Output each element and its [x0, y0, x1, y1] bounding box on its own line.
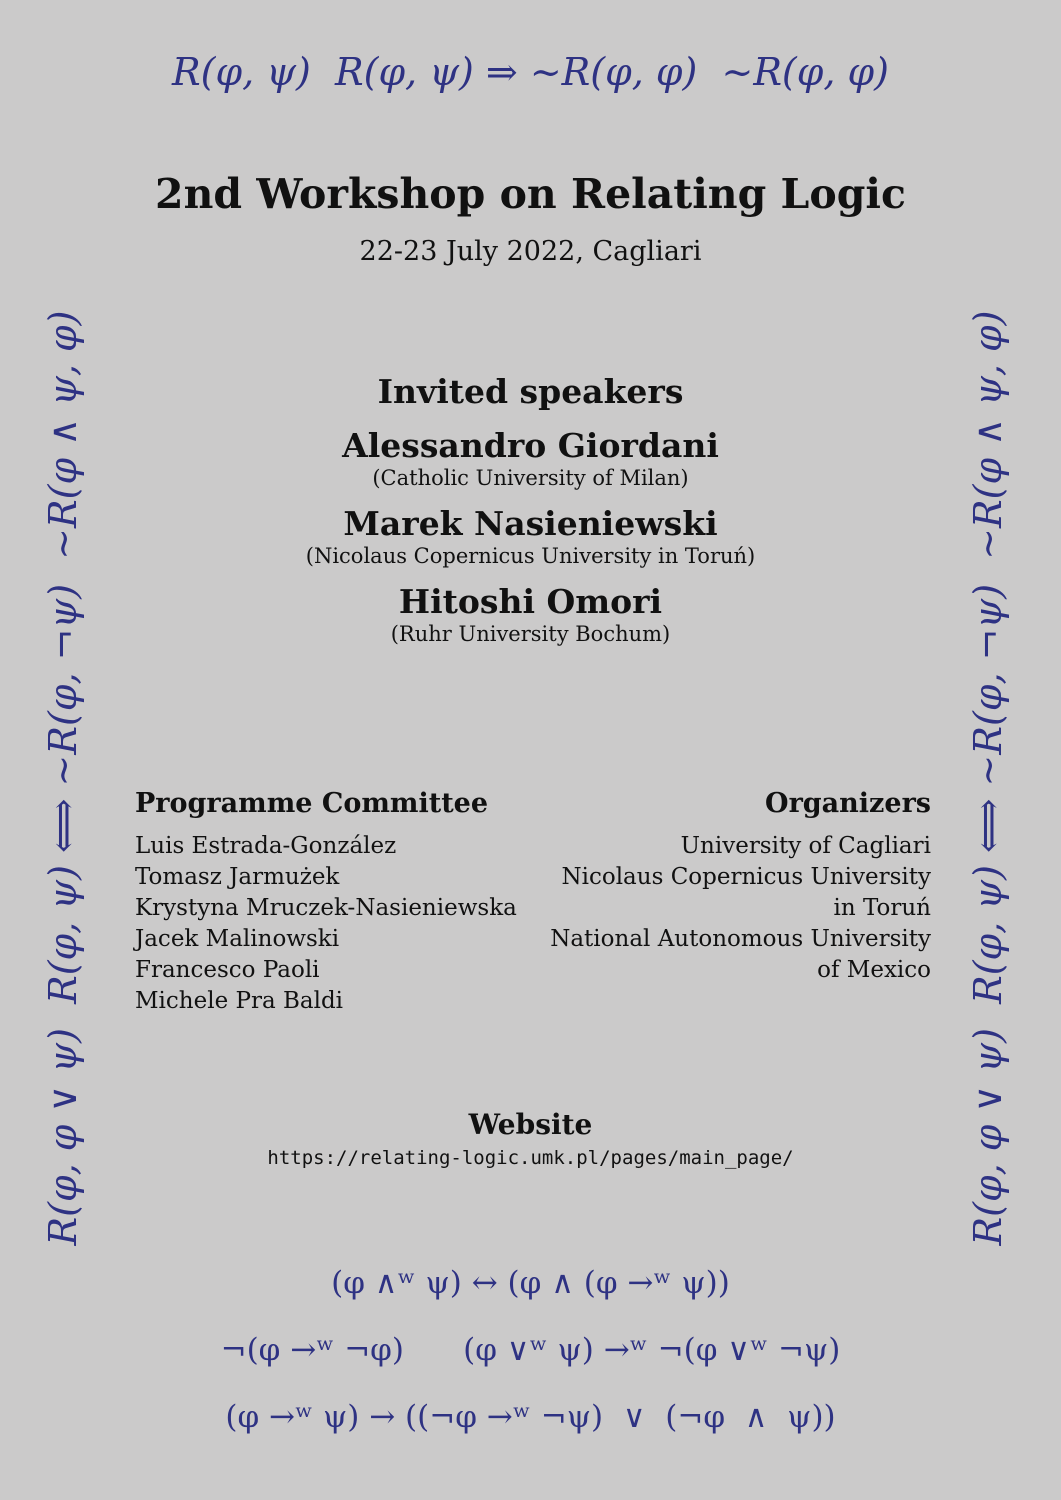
speaker-affiliation: (Nicolaus Copernicus University in Toruń): [305, 544, 756, 568]
speaker-name: Hitoshi Omori: [398, 582, 663, 621]
speaker-name: Marek Nasieniewski: [343, 504, 718, 543]
programme-committee-section: [135, 788, 555, 1017]
committee-member: Michele Pra Baldi: [135, 988, 344, 1014]
top-formula: R(φ, ψ) R(φ, ψ) ⇒ ∼R(φ, φ) ∼R(φ, φ): [172, 50, 889, 94]
committee-member: Jacek Malinowski: [135, 926, 340, 952]
workshop-date: 22-23 July 2022, Cagliari: [359, 236, 702, 267]
organizer-line: National Autonomous University: [550, 926, 931, 952]
bottom-formula-1: (φ ∧ʷ ψ) ↔ (φ ∧ (φ →ʷ ψ)): [331, 1265, 730, 1301]
committee-list: [135, 831, 555, 1017]
workshop-title: 2nd Workshop on Relating Logic: [155, 170, 906, 218]
organizer-line: Nicolaus Copernicus University: [561, 864, 931, 890]
website-link[interactable]: https://relating-logic.umk.pl/pages/main_page/: [267, 1147, 794, 1169]
speaker: [0, 583, 1061, 647]
speaker-name: Alessandro Giordani: [342, 426, 719, 465]
organizer-line: University of Cagliari: [680, 833, 931, 859]
speaker: [0, 427, 1061, 491]
invited-speakers-heading: Invited speakers: [377, 372, 684, 411]
bottom-formula-2: ¬(φ →ʷ ¬φ) (φ ∨ʷ ψ) →ʷ ¬(φ ∨ʷ ¬ψ): [220, 1332, 841, 1368]
website-heading: Website: [468, 1108, 593, 1141]
speaker: [0, 505, 1061, 569]
organizers-section: [511, 788, 931, 986]
organizers-heading: Organizers: [765, 788, 931, 819]
organizers-list: [511, 831, 931, 986]
left-side-formula: R(φ, φ ∨ ψ) R(φ, ψ) ⟺ ∼R(φ, ¬ψ) ∼R(φ ∧ ψ, φ): [41, 310, 85, 1246]
organizer-line: of Mexico: [817, 957, 931, 983]
speaker-affiliation: (Ruhr University Bochum): [390, 622, 671, 646]
committee-member: Luis Estrada-González: [135, 833, 397, 859]
committee-member: Francesco Paoli: [135, 957, 320, 983]
programme-committee-heading: Programme Committee: [135, 788, 489, 819]
organizer-line: in Toruń: [833, 895, 931, 921]
right-side-formula: R(φ, φ ∨ ψ) R(φ, ψ) ⟺ ∼R(φ, ¬ψ) ∼R(φ ∧ ψ, φ): [966, 310, 1010, 1246]
speaker-affiliation: (Catholic University of Milan): [372, 466, 689, 490]
committee-member: Krystyna Mruczek-Nasieniewska: [135, 895, 517, 921]
invited-speakers-section: [0, 372, 1061, 661]
committee-member: Tomasz Jarmużek: [135, 864, 340, 890]
website-section: [0, 1108, 1061, 1169]
bottom-formula-3: (φ →ʷ ψ) → ((¬φ →ʷ ¬ψ) ∨ (¬φ ∧ ψ)): [225, 1399, 836, 1435]
